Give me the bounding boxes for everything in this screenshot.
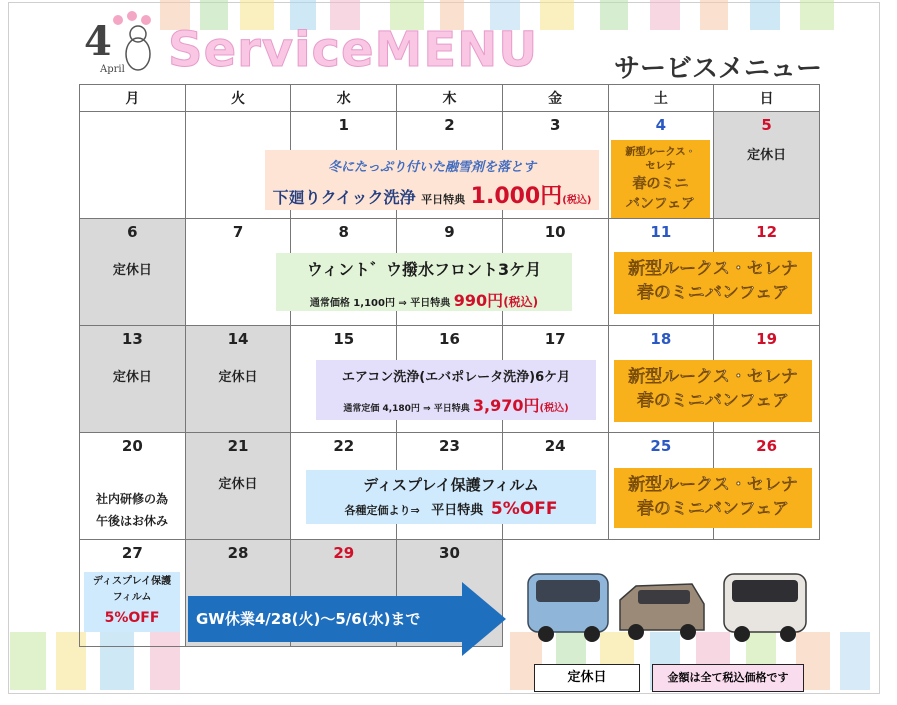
day-number: 10 bbox=[544, 223, 566, 241]
promo-small-line2: セレナ bbox=[645, 161, 676, 172]
banner3-offer bbox=[316, 393, 596, 416]
day-cell-closed bbox=[714, 112, 820, 219]
month-logo bbox=[80, 8, 162, 82]
film-discount-note bbox=[84, 572, 180, 632]
banner1-offer bbox=[265, 179, 599, 210]
banner1-price: 1.000円 bbox=[470, 184, 563, 209]
banner2-headline: ウィント゛ウ撥水フロント3ケ月 bbox=[306, 260, 542, 279]
closed-label: 定休日 bbox=[747, 148, 787, 163]
banner2-offer bbox=[276, 288, 572, 311]
promo-line1: 新型ルークス・セレナ bbox=[628, 367, 798, 387]
promo-small-line4: バンフェア bbox=[625, 196, 696, 212]
banner4-label: 平日特典 bbox=[431, 503, 484, 518]
promo-line2: 春のミニバンフェア bbox=[636, 391, 790, 411]
day-number: 30 bbox=[439, 544, 460, 562]
gw-holiday-text: GW休業4/28(火)～5/6(水)まで bbox=[196, 610, 421, 628]
training-note bbox=[80, 488, 184, 532]
banner-window-coating bbox=[276, 253, 572, 311]
day-number: 21 bbox=[227, 437, 249, 455]
closed-label: 定休日 bbox=[218, 477, 258, 492]
day-number: 17 bbox=[544, 330, 566, 348]
banner1-service: 下廻りクイック洗浄 bbox=[272, 188, 416, 207]
promo-line2: 春のミニバンフェア bbox=[636, 499, 790, 519]
weekday-wed: 水 bbox=[291, 85, 397, 112]
day-number: 27 bbox=[121, 544, 143, 562]
day-number: 4 bbox=[655, 116, 667, 134]
banner4-price: 5%OFF bbox=[490, 499, 558, 519]
day-number: 9 bbox=[444, 223, 455, 241]
promo-small-line1: 新型ルークス・ bbox=[625, 147, 696, 158]
day-number: 5 bbox=[761, 116, 772, 134]
promo-minivan-fair bbox=[614, 468, 812, 528]
day-cell-empty bbox=[80, 112, 186, 219]
day-number: 11 bbox=[650, 223, 672, 241]
promo-minivan-fair bbox=[614, 252, 812, 314]
weekday-sat: 土 bbox=[608, 85, 714, 112]
day-number: 26 bbox=[756, 437, 778, 455]
promo-minivan-fair bbox=[614, 360, 812, 422]
weekday-tue: 火 bbox=[185, 85, 291, 112]
banner4-headline: ディスプレイ保護フィルム bbox=[363, 476, 539, 494]
day-number: 25 bbox=[650, 437, 672, 455]
banner3-price: 3,970円 bbox=[472, 396, 540, 415]
banner4-offer bbox=[306, 499, 596, 519]
day-number: 1 bbox=[338, 116, 349, 134]
banner3-headline: エアコン洗浄(エバポレータ洗浄)6ケ月 bbox=[341, 370, 571, 385]
closed-label: 定休日 bbox=[112, 370, 152, 385]
banner4-regular: 各種定価より⇒ bbox=[344, 504, 420, 517]
legend-closed-day: 定休日 bbox=[534, 664, 640, 692]
day-cell-closed bbox=[80, 326, 186, 433]
banner-aircon-cleaning bbox=[316, 360, 596, 420]
day-cell-closed bbox=[80, 219, 186, 326]
car-bronze-icon bbox=[620, 584, 704, 640]
day-number: 24 bbox=[544, 437, 566, 455]
day-cell-closed bbox=[185, 326, 291, 433]
day-number: 8 bbox=[338, 223, 349, 241]
month-word: April bbox=[100, 64, 125, 75]
day-number: 7 bbox=[232, 223, 244, 241]
banner3-regular: 通常定価 4,180円 ⇒ 平日特典 bbox=[343, 404, 470, 414]
weekday-header-row bbox=[80, 85, 820, 112]
banner2-tax: (税込) bbox=[503, 295, 539, 309]
day-number: 2 bbox=[444, 116, 455, 134]
day-number: 29 bbox=[333, 544, 355, 562]
legend-tax-note: 金額は全て税込価格です bbox=[652, 664, 804, 692]
closed-label: 定休日 bbox=[218, 370, 258, 385]
day-number: 19 bbox=[756, 330, 778, 348]
banner1-tax: (税込) bbox=[562, 195, 592, 206]
page-title: ServiceMENU bbox=[168, 22, 539, 78]
film-note-discount: 5%OFF bbox=[104, 610, 160, 626]
banner3-tax: (税込) bbox=[539, 403, 569, 414]
day-number: 18 bbox=[650, 330, 672, 348]
day-cell-closed bbox=[185, 433, 291, 540]
day-number: 12 bbox=[756, 223, 778, 241]
weekday-sun: 日 bbox=[714, 85, 820, 112]
day-number: 20 bbox=[121, 437, 143, 455]
film-note-line1: ディスプレイ保護 bbox=[92, 576, 172, 587]
month-number: 4 bbox=[84, 18, 112, 65]
page-subtitle: サービスメニュー bbox=[614, 54, 823, 84]
day-number: 6 bbox=[127, 223, 138, 241]
training-note-line1: 社内研修の為 bbox=[95, 492, 168, 506]
day-number: 16 bbox=[439, 330, 460, 348]
day-number: 23 bbox=[439, 437, 460, 455]
day-number: 13 bbox=[121, 330, 143, 348]
training-note-line2: 午後はお休み bbox=[95, 514, 168, 528]
promo-line2: 春のミニバンフェア bbox=[636, 283, 790, 303]
car-lineup-illustration bbox=[524, 560, 814, 650]
promo-line1: 新型ルークス・セレナ bbox=[628, 259, 798, 279]
day-number: 22 bbox=[333, 437, 355, 455]
banner-display-film bbox=[306, 470, 596, 524]
banner2-regular: 通常価格 1,100円 ⇒ 平日特典 bbox=[309, 298, 451, 309]
film-note-line2: フィルム bbox=[112, 592, 152, 603]
day-number: 15 bbox=[333, 330, 355, 348]
weekday-thu: 木 bbox=[397, 85, 503, 112]
car-white-icon bbox=[724, 574, 806, 642]
weekday-mon: 月 bbox=[80, 85, 186, 112]
banner-underbody-wash bbox=[265, 150, 599, 210]
promo-small-line3: 春のミニ bbox=[632, 176, 689, 192]
banner2-price: 990円 bbox=[453, 291, 504, 310]
car-blue-icon bbox=[528, 574, 608, 642]
promo-line1: 新型ルークス・セレナ bbox=[628, 475, 798, 495]
promo-minivan-fair-small bbox=[611, 140, 710, 218]
day-number: 14 bbox=[227, 330, 249, 348]
banner1-label: 平日特典 bbox=[421, 193, 466, 206]
banner1-headline: 冬にたっぷり付いた融雪剤を落とす bbox=[327, 160, 536, 175]
day-number: 28 bbox=[227, 544, 249, 562]
day-number: 3 bbox=[549, 116, 561, 134]
weekday-fri: 金 bbox=[502, 85, 608, 112]
closed-label: 定休日 bbox=[112, 263, 152, 278]
